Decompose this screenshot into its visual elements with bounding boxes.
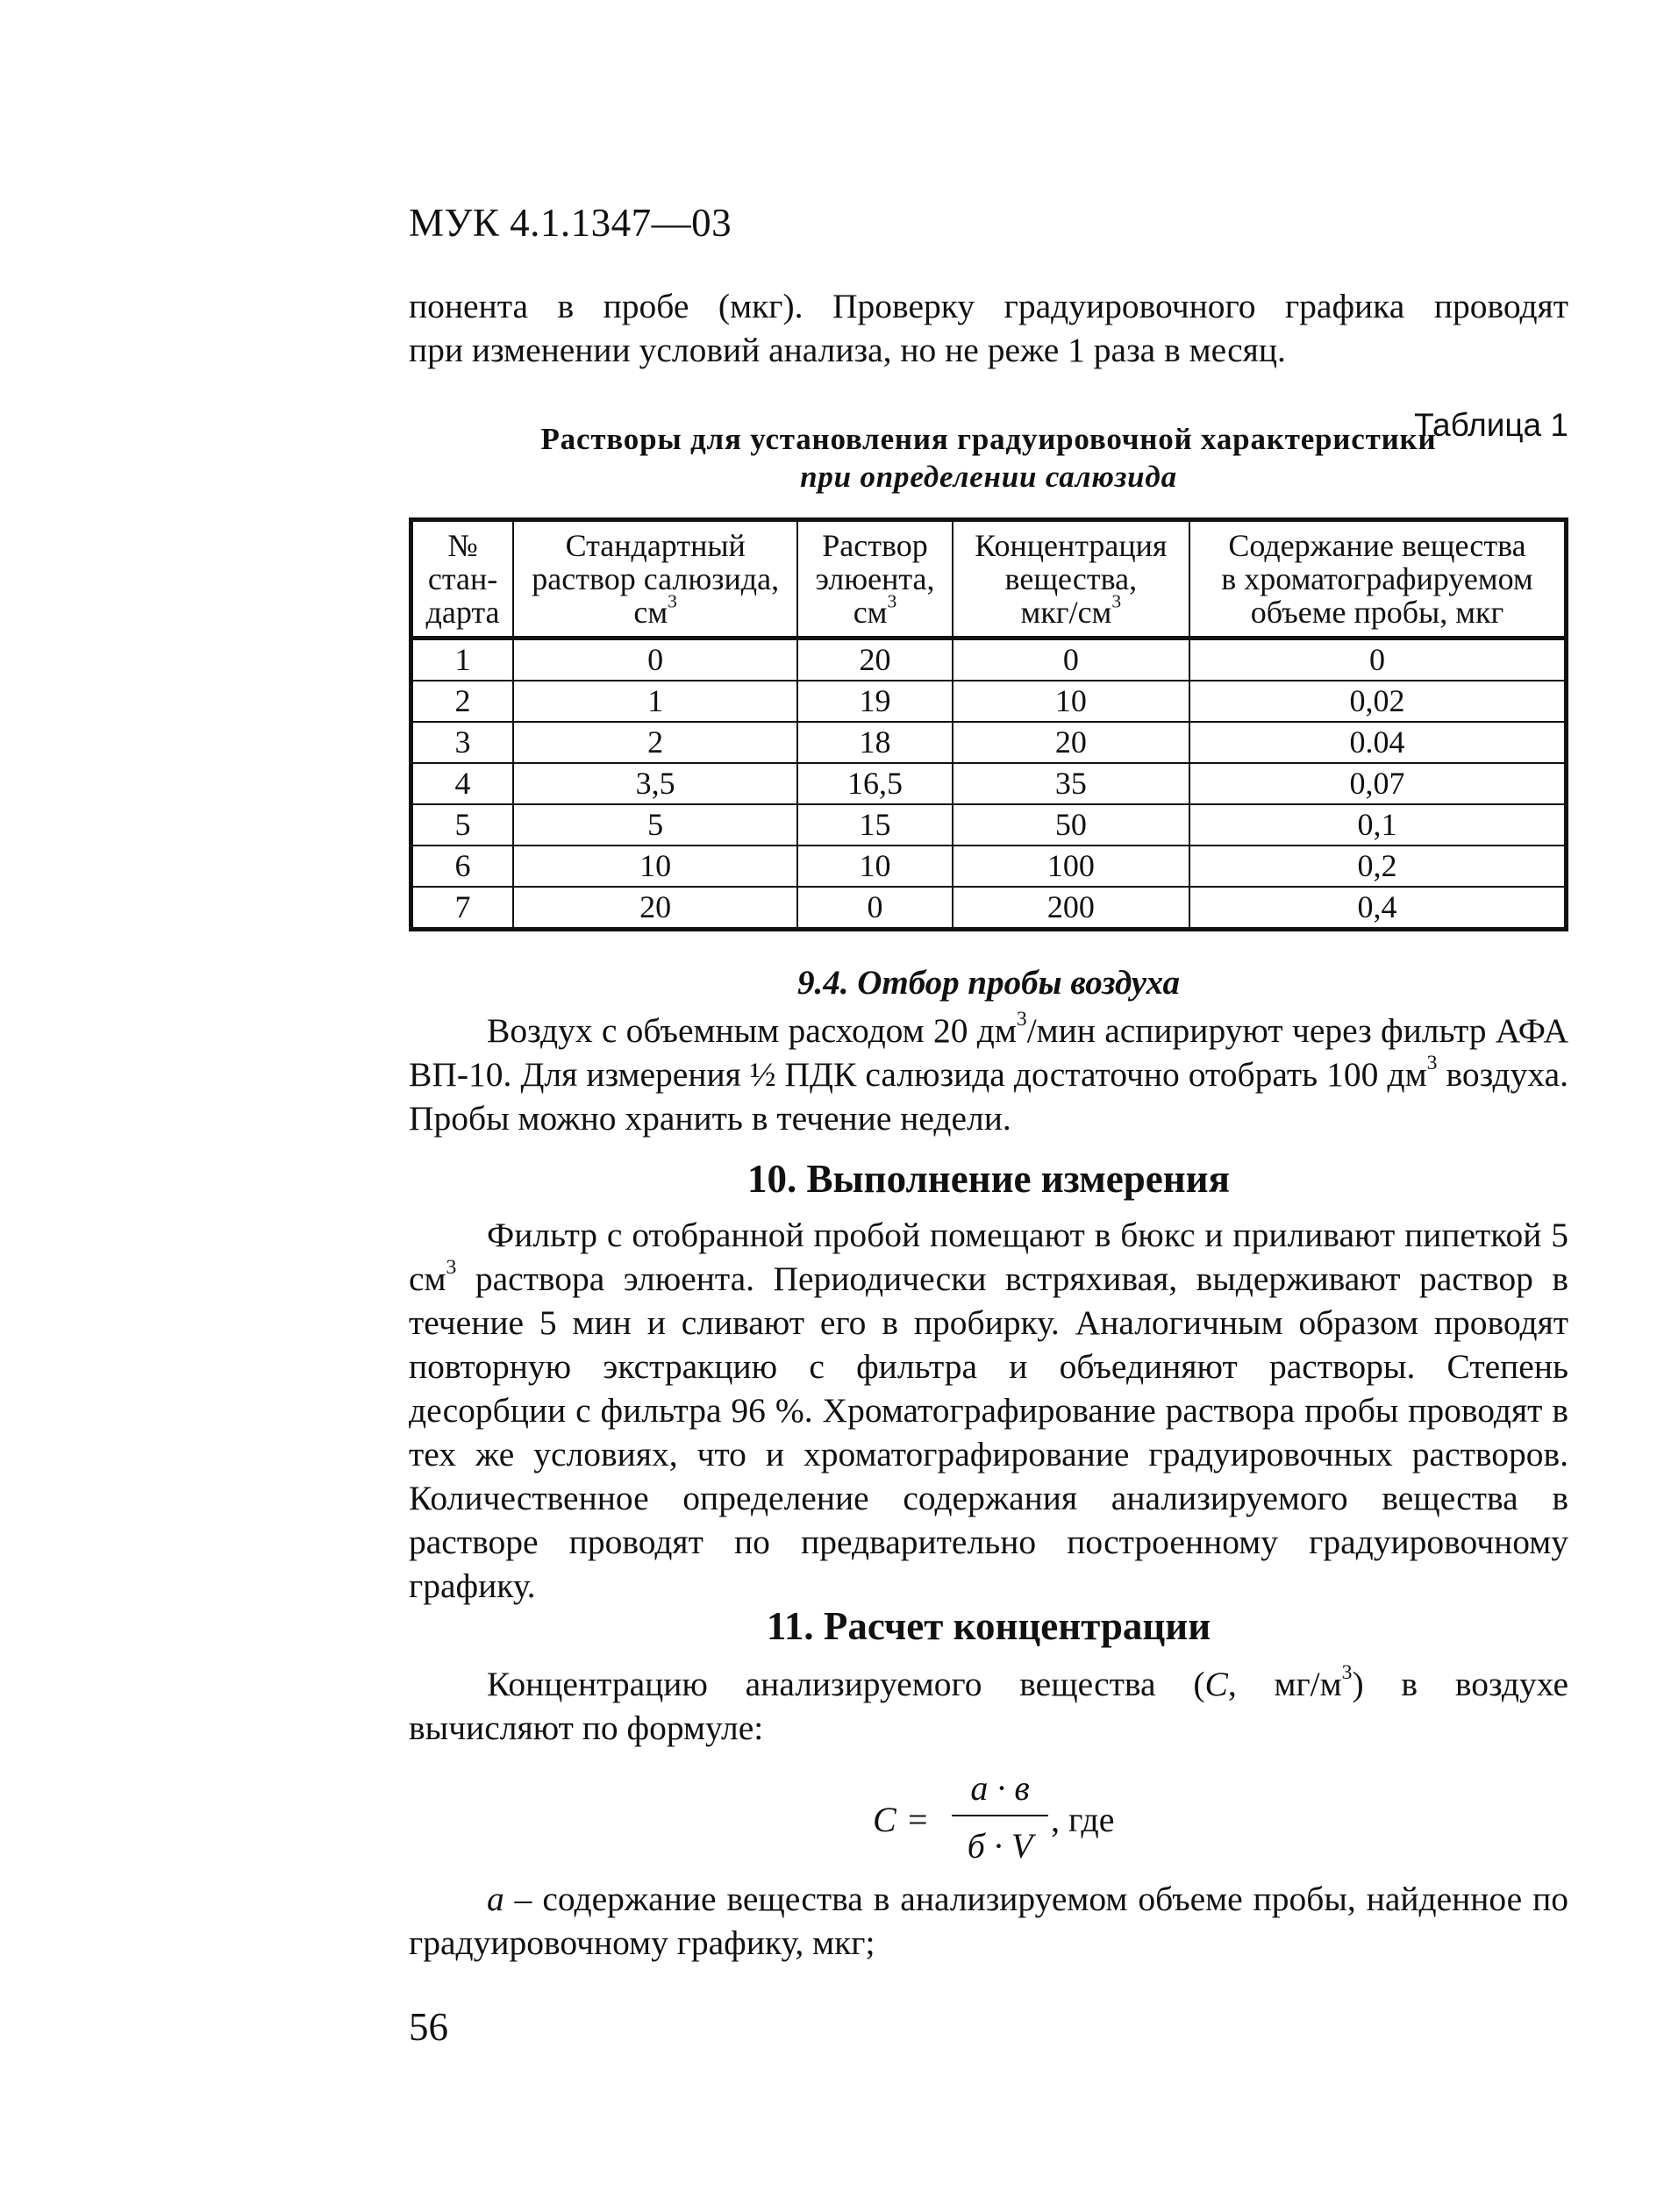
table-cell: 50 (953, 804, 1189, 846)
table-cell: 3,5 (513, 763, 797, 804)
table-cell: 0,2 (1189, 846, 1567, 887)
table-row (411, 763, 1567, 804)
section-9-4-heading: 9.4. Отбор пробы воздуха (796, 964, 1181, 1002)
table-cell: 1 (513, 681, 797, 722)
table-cell: 18 (797, 722, 952, 763)
table-header-row (411, 520, 1567, 639)
table-row (411, 681, 1567, 722)
table-title-line-2: при определении салюзида (800, 460, 1177, 494)
intro-paragraph (409, 284, 1568, 372)
table-caption: Таблица 1 (1414, 407, 1568, 443)
table-row (411, 846, 1567, 887)
formula-denominator: б · V (967, 1826, 1033, 1866)
table-cell: 0,02 (1189, 681, 1567, 722)
header-eluent-solution: Раствор элюента, $см^3$ (797, 520, 952, 639)
section-11-heading: 11. Расчет концентрации (766, 1604, 1211, 1648)
concentration-formula (873, 1767, 1171, 1873)
table-cell: 0.04 (1189, 722, 1567, 763)
table-row (411, 722, 1567, 763)
table-cell: 0 (513, 639, 797, 681)
table-cell: 0,1 (1189, 804, 1567, 846)
table-cell: 10 (953, 681, 1189, 722)
table-cell: 0,07 (1189, 763, 1567, 804)
table-cell: 5 (411, 804, 514, 846)
table-cell: 20 (953, 722, 1189, 763)
definition-a: а – содержание вещества в анализируемом объеме пробы, найденное по градуировочному графику, мкг; (409, 1880, 1568, 1962)
table-cell: 1 (411, 639, 514, 681)
page-number: 56 (409, 2005, 448, 2049)
table-cell: 2 (411, 681, 514, 722)
formula-fraction-bar (952, 1815, 1048, 1816)
table-cell: 0,4 (1189, 887, 1567, 930)
table-cell: 20 (513, 887, 797, 930)
document-code: МУК 4.1.1347—03 (409, 201, 732, 245)
intro-line-2: при изменении условий анализа, но не реже 1 раза в месяц. (409, 331, 1286, 369)
calibration-table (409, 517, 1568, 931)
table-cell: 0 (1189, 639, 1567, 681)
table-cell: 0 (953, 639, 1189, 681)
table-row (411, 804, 1567, 846)
table-cell: 3 (411, 722, 514, 763)
table-row (411, 639, 1567, 681)
table-cell: 16,5 (797, 763, 952, 804)
table-cell: 5 (513, 804, 797, 846)
header-standard-number: № стан- дарта (411, 520, 514, 639)
table-row (411, 887, 1567, 930)
table-cell: 200 (953, 887, 1189, 930)
section-10-paragraph: Фильтр с отобранной пробой помещают в бюкс и приливают пипеткой 5 $см^3$ раствора элюента. Периодически встряхивая, выдерживают раствор в течение 5 мин и сливают его в пробирку. Аналогичным образом проводят повторную экстракцию с фильтра и объединяют растворы. Степень десорбции с фильтра 96 %. Хроматографирование раствора пробы проводят в тех же условиях, что и хроматографирование градуировочных растворов. Количественное определение содержания анализируемого вещества в растворе проводят по предварительно построенному градуировочному графику. (409, 1216, 1568, 1605)
section-10-heading: 10. Выполнение измерения (747, 1157, 1230, 1201)
header-standard-solution: Стандартный раствор салюзида, $см^3$ (513, 520, 797, 639)
section-11-paragraph: Концентрацию анализируемого вещества (С, $мг/м^3$) в воздухе вычисляют по формуле: (409, 1661, 1568, 1747)
formula-numerator: а · в (970, 1768, 1030, 1808)
intro-line-1: понента в пробе (мкг). Проверку градуировочного графика проводят (409, 287, 1568, 325)
table-cell: 2 (513, 722, 797, 763)
formula-tail: , где (1051, 1800, 1115, 1839)
header-substance-content: Содержание вещества в хроматографируемом объеме пробы, мкг (1189, 520, 1567, 639)
table-cell: 10 (797, 846, 952, 887)
table-cell: 35 (953, 763, 1189, 804)
section-9-4-paragraph: Воздух с объемным расходом 20 $дм^3$/мин аспирируют через фильтр АФА ВП-10. Для измерения ½ ПДК салюзида достаточно отобрать 100 $дм^3$ воздуха. Пробы можно хранить в течение недели. (409, 1008, 1569, 1138)
table-cell: 7 (411, 887, 514, 930)
table-cell: 4 (411, 763, 514, 804)
table-cell: 15 (797, 804, 952, 846)
table-title-line-1: Растворы для установления градуировочной характеристики (540, 422, 1437, 456)
table-cell: 19 (797, 681, 952, 722)
table-cell: 6 (411, 846, 514, 887)
table-cell: 0 (797, 887, 952, 930)
table-cell: 100 (953, 846, 1189, 887)
header-concentration: Концентрация вещества, мкг/$см^3$ (953, 520, 1189, 639)
table-cell: 20 (797, 639, 952, 681)
formula-equals: = (908, 1800, 928, 1839)
formula-lhs: С (873, 1800, 896, 1839)
table-cell: 10 (513, 846, 797, 887)
